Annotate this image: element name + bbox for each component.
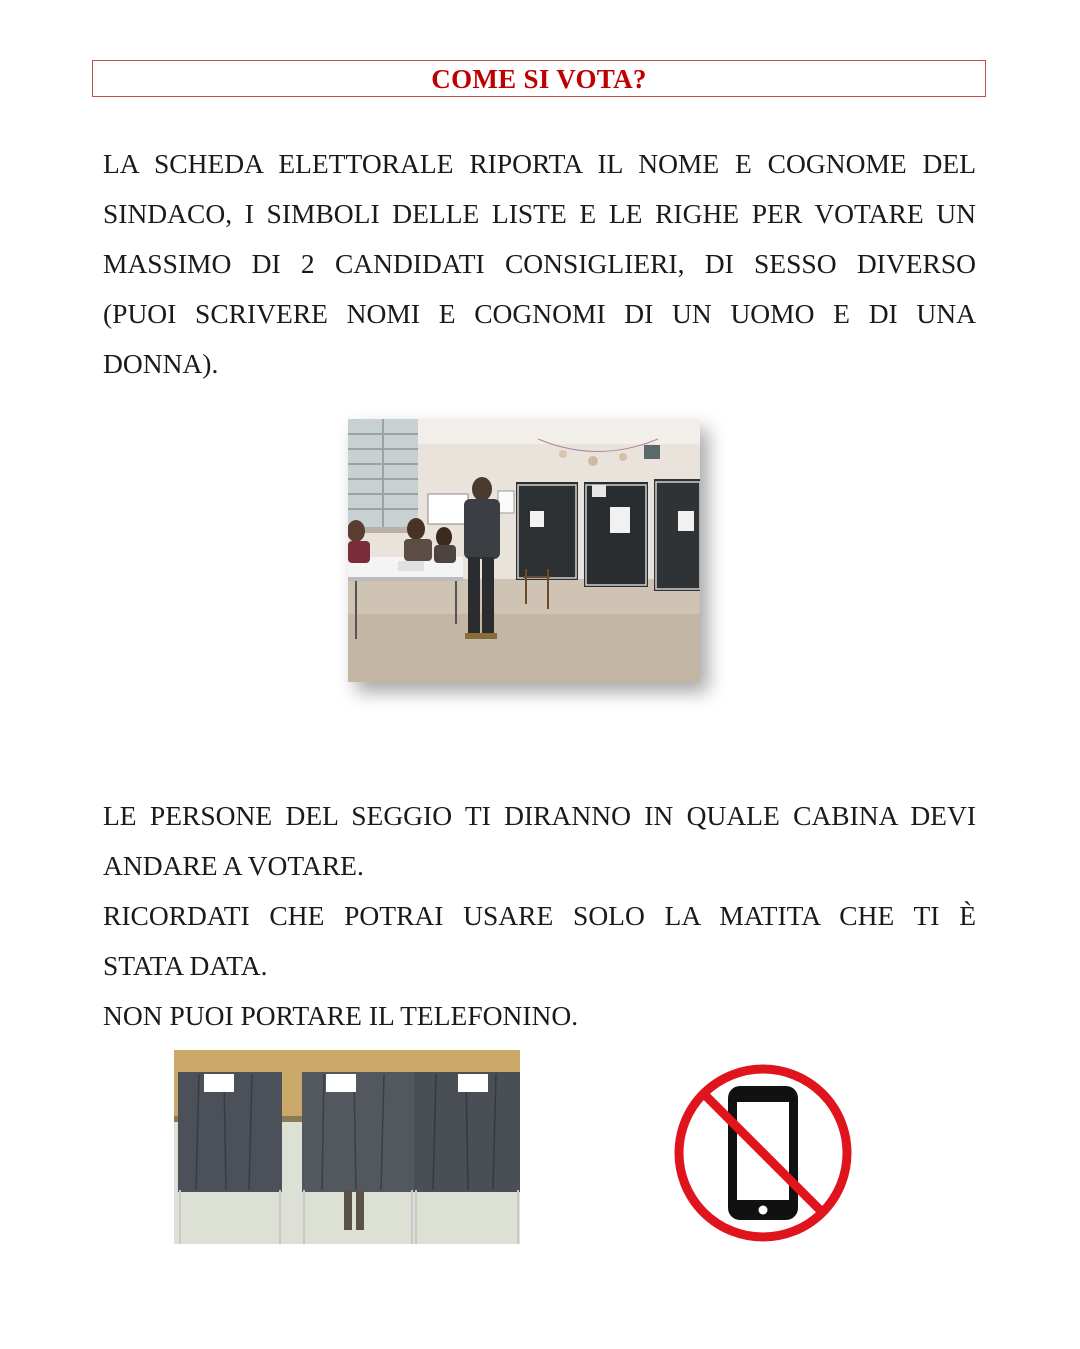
page-title: COME SI VOTA? bbox=[431, 64, 647, 94]
polling-station-photo bbox=[348, 419, 700, 682]
paragraph-line: ANDARE A VOTARE. bbox=[103, 850, 364, 881]
paragraph-line: DONNA). bbox=[103, 348, 219, 379]
voting-booths-photo bbox=[174, 1050, 520, 1244]
paragraph-line: LA SCHEDA ELETTORALE RIPORTA IL NOME E COGNOME DEL bbox=[103, 148, 976, 179]
paragraph-line: LE PERSONE DEL SEGGIO TI DIRANNO IN QUALE CABINA DEVI bbox=[103, 800, 976, 831]
paragraph-line: SINDACO, I SIMBOLI DELLE LISTE E LE RIGHE PER VOTARE UN bbox=[103, 198, 976, 229]
paragraph-line: STATA DATA. bbox=[103, 950, 268, 981]
paragraph-booth-instructions bbox=[103, 791, 976, 1041]
title-box bbox=[92, 60, 986, 97]
no-phone-icon bbox=[668, 1058, 858, 1248]
paragraph-line: RICORDATI CHE POTRAI USARE SOLO LA MATITA CHE TI È bbox=[103, 900, 976, 931]
paragraph-line: (PUOI SCRIVERE NOMI E COGNOMI DI UN UOMO E DI UNA bbox=[103, 298, 976, 329]
paragraph-line: NON PUOI PORTARE IL TELEFONINO. bbox=[103, 1000, 579, 1031]
paragraph-ballot-description bbox=[103, 139, 976, 389]
paragraph-line: MASSIMO DI 2 CANDIDATI CONSIGLIERI, DI SESSO DIVERSO bbox=[103, 248, 976, 279]
